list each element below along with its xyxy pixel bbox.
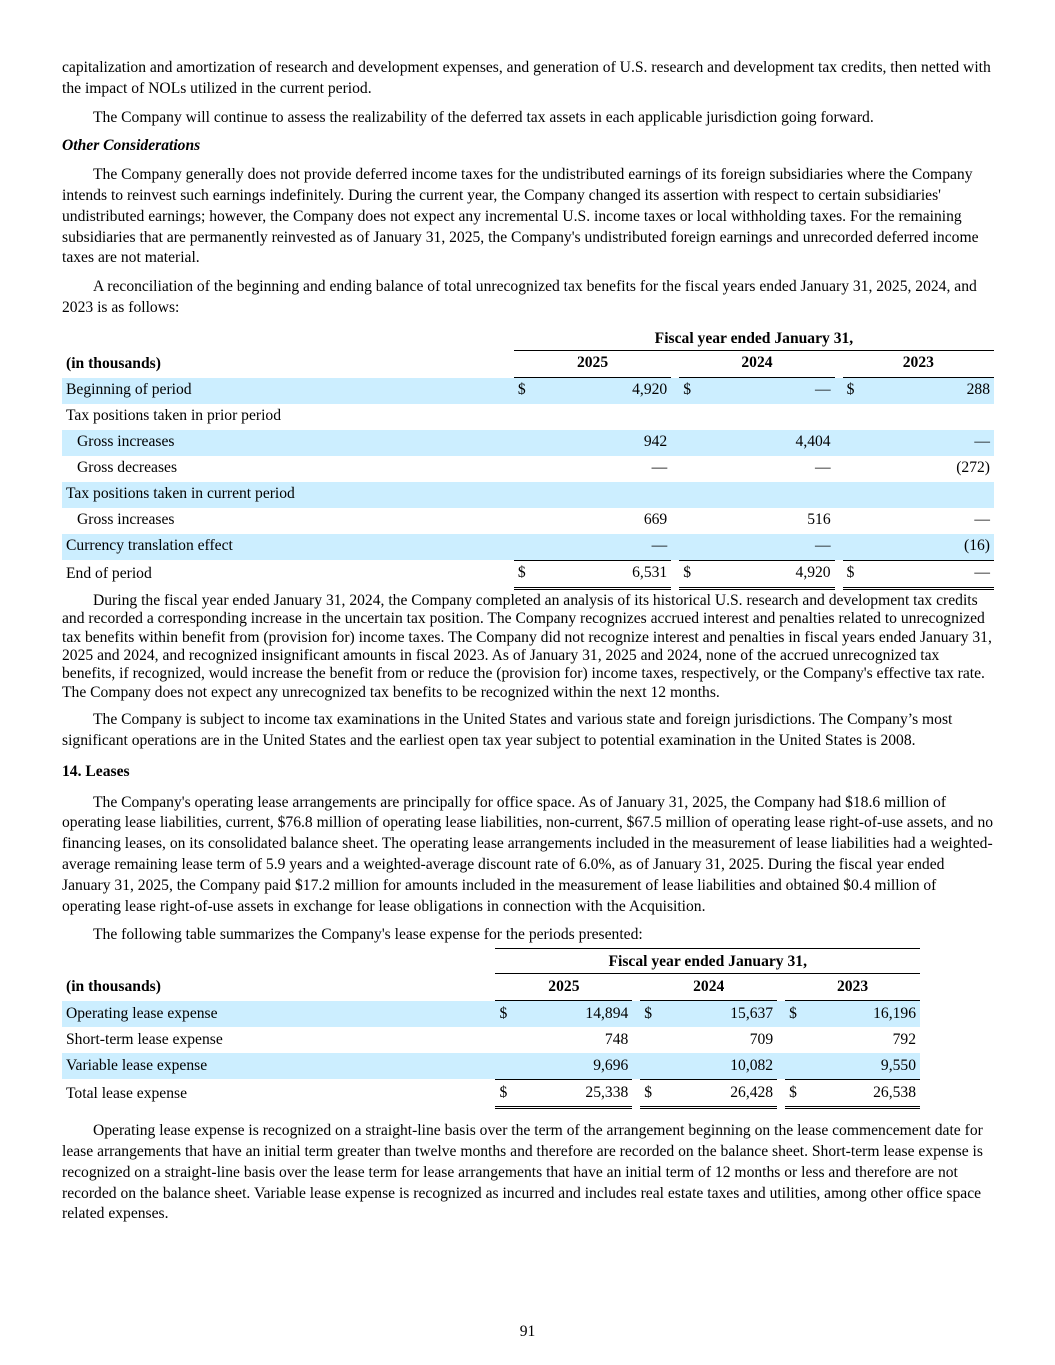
currency-symbol — [679, 430, 699, 456]
cell-value: 4,920 — [534, 378, 671, 404]
currency-symbol: $ — [495, 1079, 515, 1109]
currency-symbol: $ — [514, 560, 534, 590]
cell-value: 9,696 — [515, 1053, 632, 1079]
cell-value: — — [815, 459, 831, 477]
table-row — [62, 1001, 920, 1027]
currency-symbol — [514, 482, 534, 508]
year-header: 2024 — [679, 351, 834, 378]
currency-symbol: $ — [843, 560, 863, 590]
table-row — [62, 430, 994, 456]
cell-value: — — [651, 459, 668, 477]
cell-value: 16,196 — [805, 1001, 920, 1027]
cell-value: 25,338 — [515, 1079, 632, 1109]
table-row — [62, 508, 994, 534]
cell-value: 748 — [604, 1030, 629, 1048]
cell-value: 6,531 — [534, 560, 671, 590]
currency-symbol — [679, 534, 699, 560]
year-header: 2024 — [640, 974, 777, 1001]
paragraph-lease-table-intro: The following table summarizes the Company's lease expense for the periods presented: — [93, 926, 643, 944]
currency-symbol — [514, 508, 534, 534]
cell-value: 288 — [863, 378, 994, 404]
table-row — [62, 560, 994, 590]
currency-symbol: $ — [785, 1079, 805, 1109]
cell-value: 15,637 — [660, 1001, 777, 1027]
table-year-header-row — [62, 974, 920, 1001]
cell-value: (16) — [863, 534, 994, 560]
heading-other-considerations: Other Considerations — [62, 137, 201, 155]
fiscal-year-header: Fiscal year ended January 31, — [495, 948, 920, 974]
fiscal-year-header: Fiscal year ended January 31, — [514, 325, 994, 351]
cell-value — [534, 404, 671, 430]
cell-value: — — [863, 560, 994, 590]
currency-symbol — [640, 1053, 660, 1079]
table-year-header-row — [62, 351, 994, 378]
year-header: 2025 — [495, 974, 632, 1001]
currency-symbol — [843, 456, 863, 482]
cell-value — [699, 482, 834, 508]
document-page — [62, 58, 994, 1225]
cell-value: 669 — [643, 511, 668, 529]
cell-value: — — [699, 534, 834, 560]
cell-value: — — [974, 511, 990, 529]
paragraph-realizability: The Company will continue to assess the realizability of the deferred tax assets in each applicable jurisdiction going forward. — [93, 108, 874, 126]
row-label: Tax positions taken in prior period — [66, 407, 282, 425]
currency-symbol: $ — [679, 560, 699, 590]
paragraph-capitalization: capitalization and amortization of research and development expenses, and generation of U.S. research and development tax credits, then netted with the impact of NOLs utilized in the current period. — [62, 59, 991, 97]
cell-value: 14,894 — [515, 1001, 632, 1027]
cell-value — [863, 482, 994, 508]
row-label: Short-term lease expense — [66, 1030, 223, 1048]
cell-value: (272) — [956, 459, 990, 477]
heading-leases: 14. Leases — [62, 762, 130, 780]
table-row — [62, 534, 994, 560]
currency-symbol — [843, 482, 863, 508]
cell-value: 26,428 — [660, 1079, 777, 1109]
row-label: Total lease expense — [66, 1084, 188, 1102]
row-label: Beginning of period — [62, 378, 514, 404]
currency-symbol — [843, 534, 863, 560]
paragraph-uncertain-tax: During the fiscal year ended January 31, 2024, the Company completed an analysis of its historical U.S. research and development tax credits and recorded a corresponding increase in the uncertain tax position. The Company recognizes accrued interest and penalties related to unrecognized tax benefits within benefit from (provision for) income taxes. The Company did not recognize interest and penalties in fiscal years ended January 31, 2025 and 2024, and recognized insignificant amounts in fiscal 2023. As of January 31, 2025 and 2024, none of the accrued unrecognized tax benefits, if recognized, would increase the benefit from or reduce the (provision for) income taxes, respectively, or the Company's effective tax rate. The Company does not expect any unrecognized tax benefits to be recognized within the next 12 months. — [62, 591, 992, 701]
table-row — [62, 1027, 920, 1053]
row-label: Variable lease expense — [62, 1053, 495, 1079]
table-row — [62, 378, 994, 404]
cell-value — [534, 482, 671, 508]
currency-symbol: $ — [785, 1001, 805, 1027]
currency-symbol: $ — [514, 378, 534, 404]
paragraph-lease-expense-recognition: Operating lease expense is recognized on a straight-line basis over the term of the arrangement beginning on the lease commencement date for lease arrangements that have an initial term greater than twelve months and therefore are recorded on the balance sheet. Short-term lease expense is recognized on a straight-line basis over the lease term for lease arrangements that have an initial term of 12 months or less and therefore are not recorded on the balance sheet. Variable lease expense is recognized as incurred and includes real estate taxes and utilities, among other office space related expenses. — [62, 1122, 983, 1223]
currency-symbol: $ — [495, 1001, 515, 1027]
currency-symbol — [679, 456, 699, 482]
cell-value: 26,538 — [805, 1079, 920, 1109]
table-row — [62, 482, 994, 508]
currency-symbol — [679, 508, 699, 534]
table-row — [62, 456, 994, 482]
currency-symbol: $ — [843, 378, 863, 404]
currency-symbol — [514, 456, 534, 482]
page-number: 91 — [519, 1323, 536, 1340]
unit-label: (in thousands) — [66, 978, 161, 996]
cell-value: 709 — [749, 1030, 774, 1048]
currency-symbol — [785, 1053, 805, 1079]
year-header: 2025 — [514, 351, 671, 378]
cell-value — [699, 404, 834, 430]
cell-value: 942 — [534, 430, 671, 456]
cell-value: 792 — [892, 1030, 916, 1048]
table-row — [62, 404, 994, 430]
paragraph-lease-arrangements: The Company's operating lease arrangements are principally for office space. As of January 31, 2025, the Company had $18.6 million of operating lease liabilities, current, $76.8 million of operating lease liabilities, non-current, $67.5 million of operating lease right-of-use assets, and no financing leases, on its consolidated balance sheet. The operating lease arrangements included in the measurement of lease liabilities had a weighted-average remaining lease term of 5.9 years and a weighted-average discount rate of 6.0%, as of January 31, 2025. During the fiscal year ended January 31, 2025, the Company paid $17.2 million for amounts included in the measurement of lease liabilities and obtained $0.4 million of operating lease right-of-use assets in exchange for lease obligations in connection with the Acquisition. — [62, 793, 994, 915]
row-label: Operating lease expense — [62, 1001, 495, 1027]
cell-value — [863, 404, 994, 430]
currency-symbol — [495, 1027, 515, 1053]
paragraph-tax-examinations: The Company is subject to income tax examinations in the United States and various state and foreign jurisdictions. The Company’s most significant operations are in the United States and the earliest open tax year subject to potential examination in the United States is 2008. — [62, 711, 953, 749]
currency-symbol — [843, 508, 863, 534]
cell-value: — — [699, 378, 834, 404]
row-label: Gross decreases — [77, 459, 178, 477]
currency-symbol — [679, 404, 699, 430]
currency-symbol — [785, 1027, 805, 1053]
year-header: 2023 — [785, 974, 920, 1001]
table-fy-header-row — [62, 948, 920, 974]
table-row — [62, 1079, 920, 1109]
cell-value: 4,404 — [699, 430, 834, 456]
table-row — [62, 1053, 920, 1079]
currency-symbol: $ — [640, 1001, 660, 1027]
currency-symbol — [514, 534, 534, 560]
cell-value: 9,550 — [805, 1053, 920, 1079]
paragraph-undistributed-earnings: The Company generally does not provide deferred income taxes for the undistributed earnings of its foreign subsidiaries where the Company intends to reinvest such earnings indefinitely. During the current year, the Company changed its assertion with respect to certain subsidiaries' undistributed earnings; however, the Company does not expect any incremental U.S. income taxes or local withholding taxes. For the remaining subsidiaries that are permanently reinvested as of January 31, 2025, the Company's undistributed foreign earnings and unrecorded deferred income taxes are not material. — [62, 166, 979, 267]
unit-label: (in thousands) — [66, 354, 161, 372]
currency-symbol — [843, 430, 863, 456]
currency-symbol — [514, 430, 534, 456]
currency-symbol — [640, 1027, 660, 1053]
currency-symbol — [843, 404, 863, 430]
currency-symbol — [495, 1053, 515, 1079]
lease-expense-table — [62, 948, 920, 1109]
row-label: Gross increases — [77, 511, 175, 529]
cell-value: 10,082 — [660, 1053, 777, 1079]
cell-value: — — [534, 534, 671, 560]
row-label: End of period — [66, 565, 152, 583]
cell-value: 516 — [807, 511, 831, 529]
row-label: Tax positions taken in current period — [62, 482, 514, 508]
unrecognized-tax-benefits-table — [62, 325, 994, 590]
currency-symbol — [514, 404, 534, 430]
row-label: Currency translation effect — [62, 534, 514, 560]
currency-symbol: $ — [679, 378, 699, 404]
currency-symbol: $ — [640, 1079, 660, 1109]
cell-value: 4,920 — [699, 560, 834, 590]
currency-symbol — [679, 482, 699, 508]
year-header: 2023 — [843, 351, 994, 378]
table-fy-header-row — [62, 325, 994, 351]
cell-value: — — [863, 430, 994, 456]
row-label: Gross increases — [62, 430, 514, 456]
paragraph-reconciliation-intro: A reconciliation of the beginning and ending balance of total unrecognized tax benefits for the fiscal years ended January 31, 2025, 2024, and 2023 is as follows: — [62, 278, 977, 316]
